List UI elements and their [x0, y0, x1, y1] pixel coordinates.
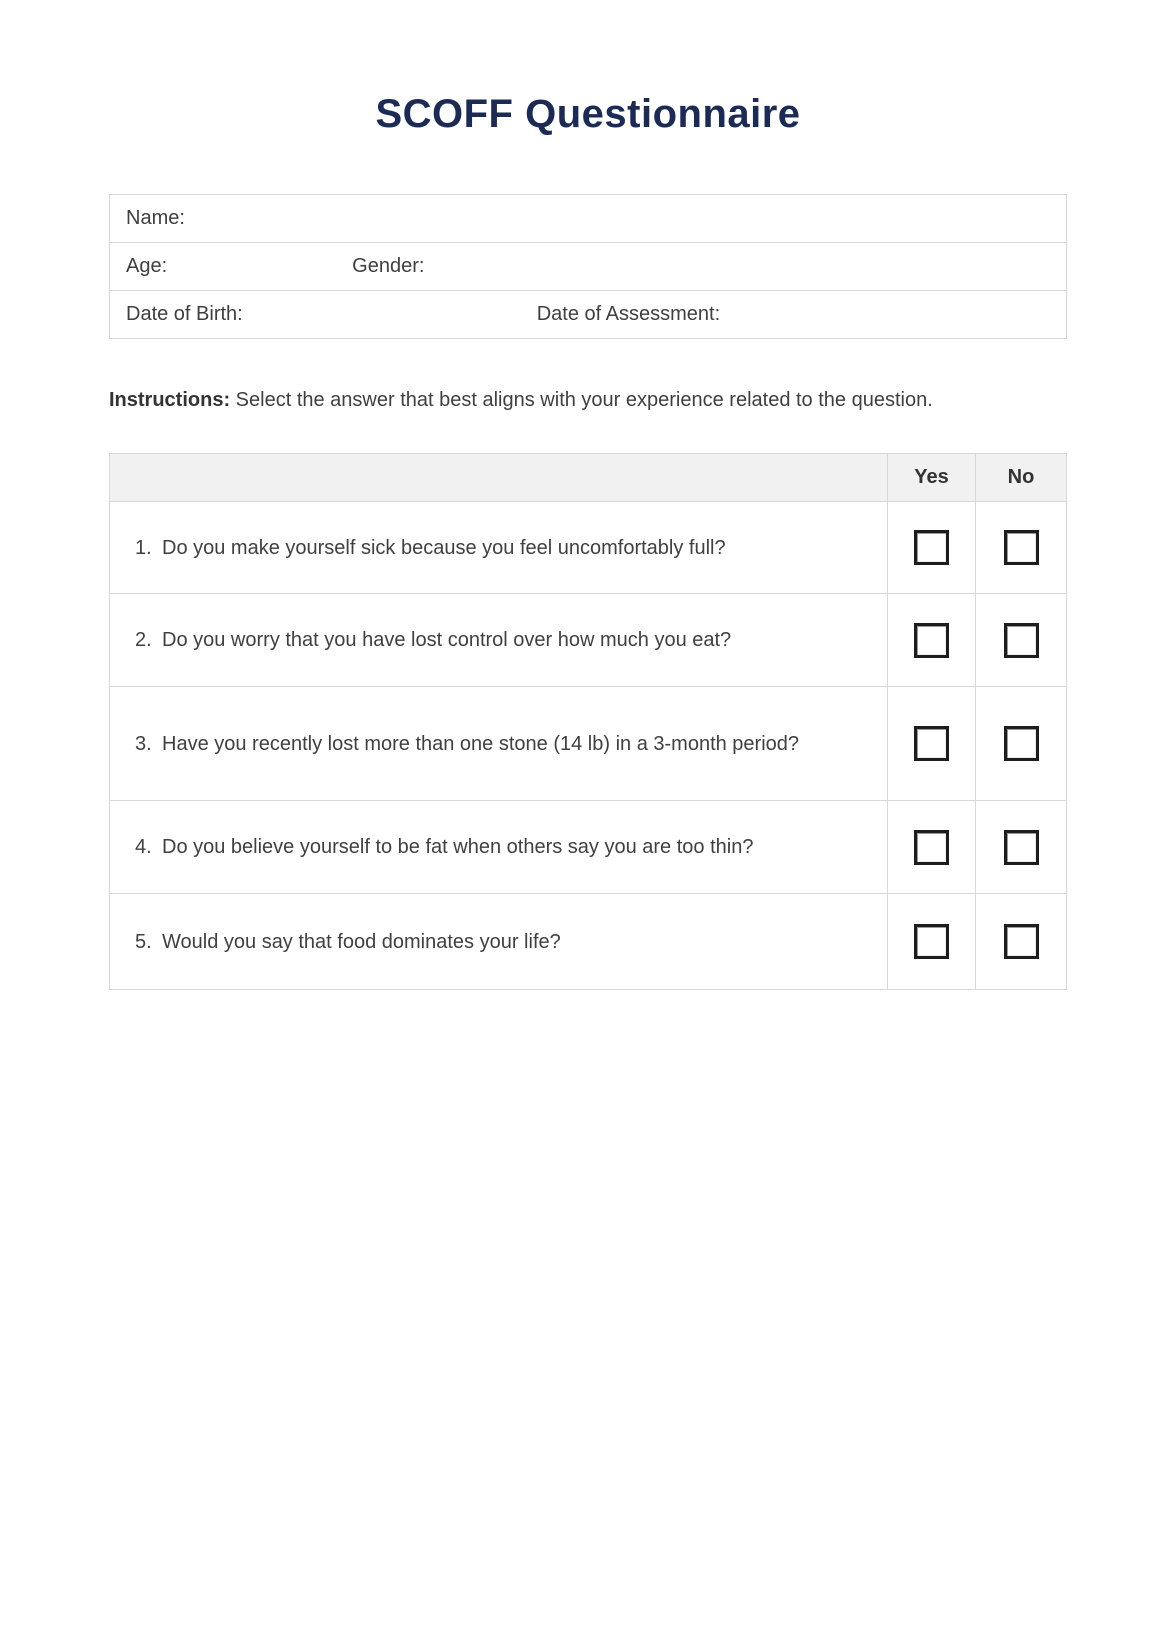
question-row-3	[110, 687, 1067, 801]
question-3-no-checkbox[interactable]	[1004, 726, 1039, 761]
instructions-label: Instructions:	[109, 389, 231, 411]
page-title: SCOFF Questionnaire	[375, 92, 801, 136]
question-4-number: 4.	[135, 836, 152, 858]
question-row-2	[110, 594, 1067, 687]
gender-label: Gender:	[352, 255, 425, 277]
date-of-birth-label: Date of Birth:	[126, 303, 243, 325]
questionnaire-page	[109, 0, 1067, 990]
question-5-yes-checkbox[interactable]	[914, 924, 949, 959]
demographics-table	[109, 194, 1067, 339]
table-row	[110, 243, 1067, 291]
question-2-number: 2.	[135, 629, 152, 651]
table-row	[110, 291, 1067, 339]
gender-field[interactable]	[424, 255, 1066, 279]
table-row	[110, 195, 1067, 243]
date-of-assessment-label: Date of Assessment:	[536, 303, 721, 325]
question-5-number: 5.	[135, 930, 152, 953]
date-of-assessment-field[interactable]	[720, 303, 1066, 327]
question-4-no-checkbox[interactable]	[1004, 830, 1039, 865]
table-header-row	[110, 454, 1067, 502]
question-3-yes-checkbox[interactable]	[914, 726, 949, 761]
question-column-header	[110, 454, 888, 502]
question-row-1	[110, 502, 1067, 594]
name-label: Name:	[126, 207, 185, 229]
name-field[interactable]	[185, 207, 1066, 231]
questionnaire-table	[109, 453, 1067, 990]
no-column-header: No	[976, 454, 1067, 502]
instructions-body: Select the answer that best aligns with your experience related to the question.	[230, 389, 933, 411]
question-row-4	[110, 801, 1067, 894]
question-5-text: Would you say that food dominates your life?	[162, 930, 561, 953]
question-3-text: Have you recently lost more than one stone (14 lb) in a 3-month period?	[162, 732, 800, 755]
question-1-number: 1.	[135, 536, 152, 559]
question-2-text: Do you worry that you have lost control over how much you eat?	[162, 629, 732, 651]
question-2-no-checkbox[interactable]	[1004, 623, 1039, 658]
question-1-text: Do you make yourself sick because you feel uncomfortably full?	[162, 536, 726, 559]
question-row-5	[110, 894, 1067, 990]
question-1-no-checkbox[interactable]	[1004, 530, 1039, 565]
instructions-text	[109, 387, 1067, 413]
question-3-number: 3.	[135, 732, 152, 755]
age-label: Age:	[126, 255, 168, 277]
date-of-birth-field[interactable]	[243, 303, 537, 327]
question-2-yes-checkbox[interactable]	[914, 623, 949, 658]
age-field[interactable]	[167, 255, 352, 279]
question-5-no-checkbox[interactable]	[1004, 924, 1039, 959]
question-4-yes-checkbox[interactable]	[914, 830, 949, 865]
question-4-text: Do you believe yourself to be fat when others say you are too thin?	[162, 836, 754, 858]
yes-column-header: Yes	[888, 454, 976, 502]
question-1-yes-checkbox[interactable]	[914, 530, 949, 565]
